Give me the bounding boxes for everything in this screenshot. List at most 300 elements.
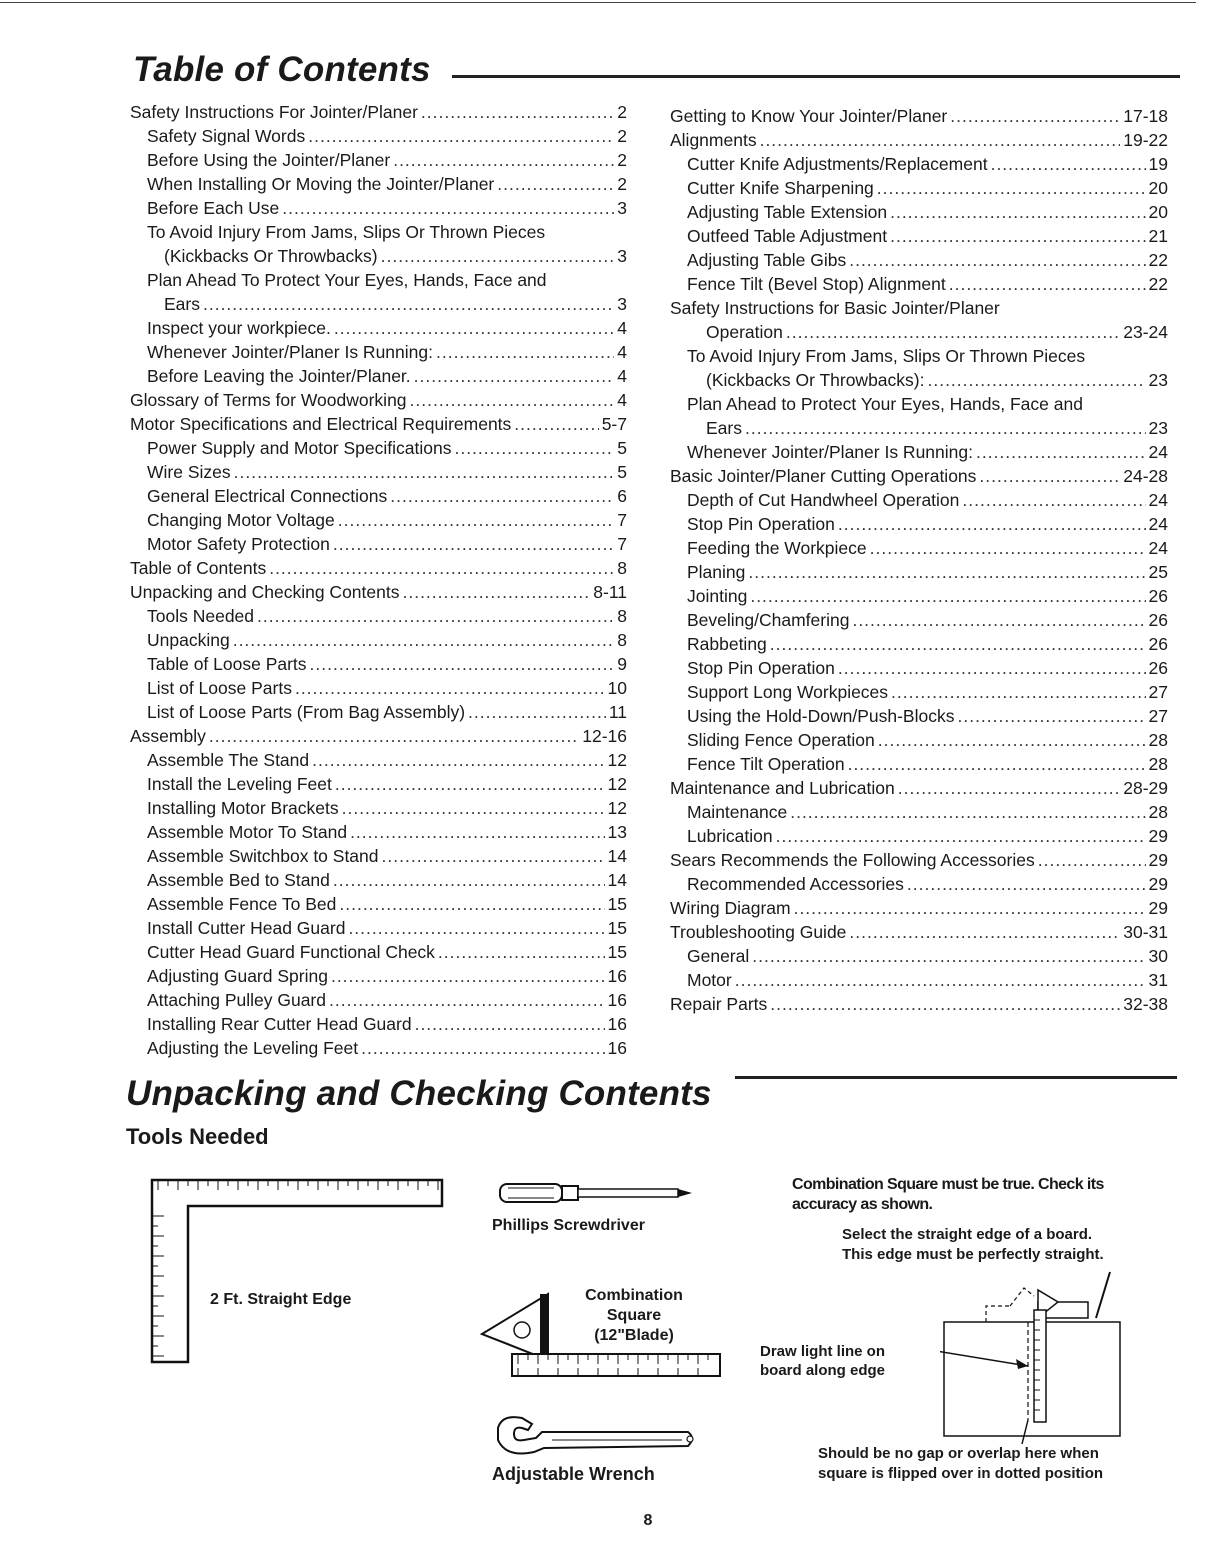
toc-entry-title: Changing Motor Voltage [147,510,335,530]
toc-dot-leader [382,844,605,868]
toc-dot-leader [329,988,605,1012]
toc-entry-page: 4 [617,342,627,362]
toc-entry [670,968,1168,992]
toc-entry-title: Beveling/Chamfering [687,610,850,630]
toc-dot-leader [339,892,604,916]
toc-entry-page: 16 [607,966,627,986]
square-check-diagram [940,1270,1140,1445]
toc-entry [670,104,1168,128]
toc-entry [130,196,627,220]
toc-entry-title: Inspect your workpiece. [147,318,331,338]
toc-entry-page: 8-11 [593,582,627,602]
toc-entry-page: 2 [617,126,627,146]
toc-entry [130,628,627,652]
toc-entry-title: Alignments [670,130,757,150]
toc-dot-leader [770,992,1120,1016]
toc-entry-page: 2 [617,174,627,194]
toc-dot-leader [438,940,605,964]
toc-dot-leader [745,416,1146,440]
toc-entry-title: Assembly [130,726,206,746]
toc-entry-page: 28-29 [1123,778,1168,798]
toc-entry [670,392,1168,416]
toc-entry [670,152,1168,176]
toc-entry-page: 24 [1148,442,1168,462]
toc-entry-page: 23 [1148,418,1168,438]
toc-dot-leader [794,896,1146,920]
toc-entry-title: Motor Safety Protection [147,534,330,554]
straight-edge-icon [148,1176,448,1368]
toc-entry-title: Adjusting Table Gibs [687,250,847,270]
combination-square-label-line-1: Combination [585,1287,683,1304]
toc-entry-page: 2 [617,150,627,170]
toc-dot-leader [776,824,1146,848]
toc-entry [130,964,627,988]
toc-entry-title: Recommended Accessories [687,874,904,894]
toc-entry-title: Sears Recommends the Following Accessories [670,850,1035,870]
toc-dot-leader [468,700,606,724]
toc-entry [130,388,627,412]
toc-entry-page: 23 [1148,370,1168,390]
toc-dot-leader [770,632,1146,656]
toc-entry-page: 24 [1148,490,1168,510]
toc-entry-title: Assemble Fence To Bed [147,894,337,914]
toc-entry-page: 3 [617,294,627,314]
toc-entry-title: Assemble Motor To Stand [147,822,348,842]
no-gap-text-line-2: square is flipped over in dotted position [818,1465,1104,1482]
toc-dot-leader [870,536,1146,560]
toc-entry-page: 24 [1148,538,1168,558]
toc-entry-page: 31 [1148,970,1168,990]
toc-entry [130,772,627,796]
toc-entry-title: Lubrication [687,826,773,846]
phillips-screwdriver-label: Phillips Screwdriver [492,1217,645,1234]
toc-entry [670,296,1168,320]
toc-entry [670,368,1168,392]
toc-dot-leader [976,440,1146,464]
combination-square-label-line-3: (12"Blade) [594,1327,674,1344]
toc-entry [130,892,627,916]
toc-entry [670,344,1168,368]
toc-entry [130,412,627,436]
toc-dot-leader [735,968,1146,992]
select-edge-text-line-1: Select the straight edge of a board. [842,1226,1093,1243]
toc-entry [670,584,1168,608]
toc-entry [670,200,1168,224]
toc-entry-page: 20 [1148,202,1168,222]
toc-entry-title: Whenever Jointer/Planer Is Running: [687,442,973,462]
toc-entry-title: General Electrical Connections [147,486,388,506]
toc-entry [670,272,1168,296]
toc-dot-leader [310,652,615,676]
toc-entry-page: 5 [617,438,627,458]
toc-entry-page: 11 [608,702,627,722]
toc-entry-page: 3 [617,246,627,266]
toc-dot-leader [295,676,605,700]
toc-entry [670,536,1168,560]
toc-dot-leader [209,724,579,748]
toc-entry-page: 30-31 [1123,922,1168,942]
toc-entry [670,416,1168,440]
toc-entry [130,700,627,724]
toc-entry-page: 13 [607,822,627,842]
toc-entry-page: 22 [1148,274,1168,294]
toc-entry-title: Fence Tilt (Bevel Stop) Alignment [687,274,946,294]
toc-entry [130,268,627,292]
toc-entry-page: 21 [1148,226,1168,246]
select-edge-text-line-2: This edge must be perfectly straight. [842,1246,1104,1263]
toc-dot-leader [878,728,1146,752]
toc-entry [670,872,1168,896]
toc-dot-leader [1038,848,1146,872]
toc-entry-page: 2 [617,102,627,122]
toc-entry [130,844,627,868]
toc-dot-leader [381,244,615,268]
toc-entry-title: Outfeed Table Adjustment [687,226,888,246]
toc-entry [130,436,627,460]
no-gap-text [818,1444,1103,1484]
toc-entry-title: Plan Ahead To Protect Your Eyes, Hands, Face and [147,270,547,290]
toc-dot-leader [790,800,1145,824]
toc-entry-title: Troubleshooting Guide [670,922,847,942]
toc-entry-title: Whenever Jointer/Planer Is Running: [147,342,433,362]
toc-dot-leader [234,460,615,484]
toc-entry-title: (Kickbacks Or Throwbacks) [164,246,378,266]
toc-entry-title: Assemble The Stand [147,750,310,770]
select-edge-text [842,1225,1104,1265]
toc-entry-title: General [687,946,750,966]
toc-entry [130,220,627,244]
toc-dot-leader [898,776,1120,800]
toc-entry [130,868,627,892]
toc-dot-leader [436,340,614,364]
toc-entry-page: 24-28 [1123,466,1168,486]
adjustable-wrench-label: Adjustable Wrench [492,1464,655,1484]
toc-entry-title: To Avoid Injury From Jams, Slips Or Thrown Pieces [147,222,546,242]
toc-entry [130,604,627,628]
toc-dot-leader [957,704,1145,728]
check-accuracy-title-line-2: accuracy as shown. [792,1196,933,1213]
toc-entry [670,608,1168,632]
toc-entry-title: Before Each Use [147,198,280,218]
toc-entry [670,992,1168,1016]
toc-entry-title: Fence Tilt Operation [687,754,845,774]
toc-entry-title: Install the Leveling Feet [147,774,332,794]
toc-entry [670,320,1168,344]
toc-entry-title: Support Long Workpieces [687,682,889,702]
straight-edge-label: 2 Ft. Straight Edge [210,1291,352,1308]
toc-dot-leader [410,388,615,412]
toc-dot-leader [338,508,614,532]
toc-entry-title: Cutter Knife Sharpening [687,178,874,198]
toc-entry-page: 28 [1148,730,1168,750]
toc-entry [130,556,627,580]
toc-entry-page: 7 [617,534,627,554]
toc-entry-page: 26 [1148,634,1168,654]
toc-dot-leader [927,368,1145,392]
page-number: 8 [643,1512,653,1529]
toc-entry [670,464,1168,488]
toc-entry-title: Plan Ahead to Protect Your Eyes, Hands, Face and [687,394,1083,414]
toc-entry-page: 19 [1148,154,1168,174]
toc-dot-leader [979,464,1120,488]
toc-entry [670,824,1168,848]
toc-dot-leader [414,364,615,388]
toc-entry-page: 22 [1148,250,1168,270]
toc-entry [130,340,627,364]
top-border-line [0,2,1196,3]
toc-dot-leader [342,796,605,820]
toc-entry [670,512,1168,536]
toc-entry-title: Using the Hold-Down/Push-Blocks [687,706,955,726]
toc-entry-page: 32-38 [1123,994,1168,1014]
toc-dot-leader [890,200,1145,224]
toc-entry-title: (Kickbacks Or Throwbacks): [706,370,925,390]
toc-dot-leader [891,680,1145,704]
toc-entry-page: 29 [1148,826,1168,846]
toc-entry-title: Unpacking and Checking Contents [130,582,400,602]
toc-entry-title: Operation [706,322,783,342]
toc-dot-leader [907,872,1146,896]
toc-entry-title: Cutter Head Guard Functional Check [147,942,435,962]
toc-entry-title: Assemble Bed to Stand [147,870,330,890]
toc-entry [670,488,1168,512]
toc-entry [670,440,1168,464]
toc-entry-page: 4 [617,318,627,338]
toc-entry-page: 28 [1148,754,1168,774]
toc-dot-leader [393,148,614,172]
toc-dot-leader [454,436,614,460]
toc-entry-title: Cutter Knife Adjustments/Replacement [687,154,988,174]
toc-entry [130,748,627,772]
toc-entry-page: 5 [617,462,627,482]
toc-entry-page: 23-24 [1123,322,1168,342]
toc-entry [130,508,627,532]
toc-entry-title: Glossary of Terms for Woodworking [130,390,407,410]
toc-dot-leader [402,580,590,604]
check-accuracy-title [792,1175,1104,1215]
toc-entry-title: Stop Pin Operation [687,658,835,678]
toc-dot-leader [962,488,1145,512]
toc-entry [130,460,627,484]
toc-dot-leader [852,608,1145,632]
toc-dot-leader [233,628,615,652]
toc-dot-leader [421,100,614,124]
toc-heading: Table of Contents [133,50,431,89]
toc-entry-title: Attaching Pulley Guard [147,990,326,1010]
toc-entry-title: Maintenance and Lubrication [670,778,895,798]
toc-dot-leader [348,916,604,940]
toc-dot-leader [760,128,1121,152]
toc-entry [130,652,627,676]
toc-entry-title: Getting to Know Your Jointer/Planer [670,106,948,126]
toc-dot-leader [333,868,605,892]
toc-entry-page: 8 [617,630,627,650]
toc-entry-page: 15 [607,942,627,962]
toc-dot-leader [838,656,1146,680]
toc-entry-title: Motor [687,970,732,990]
toc-entry-title: Tools Needed [147,606,255,626]
toc-entry [130,820,627,844]
toc-dot-leader [333,532,614,556]
toc-entry-title: Adjusting the Leveling Feet [147,1038,359,1058]
toc-entry-page: 9 [617,654,627,674]
toc-entry-title: Assemble Switchbox to Stand [147,846,379,866]
toc-entry-page: 27 [1148,706,1168,726]
toc-entry-page: 4 [617,390,627,410]
phillips-screwdriver-icon [496,1178,696,1208]
toc-entry [670,944,1168,968]
toc-dot-leader [390,484,614,508]
toc-dot-leader [838,512,1146,536]
toc-entry-title: List of Loose Parts [147,678,292,698]
toc-entry-page: 12 [607,798,627,818]
toc-entry-page: 17-18 [1123,106,1168,126]
toc-dot-leader [950,104,1120,128]
toc-entry-page: 12 [607,750,627,770]
toc-entry-title: Maintenance [687,802,788,822]
toc-entry-title: To Avoid Injury From Jams, Slips Or Thrown Pieces [687,346,1086,366]
toc-dot-leader [848,752,1146,776]
toc-entry-title: Planing [687,562,746,582]
toc-entry [130,316,627,340]
combination-square-label [570,1286,698,1346]
toc-entry [130,580,627,604]
toc-entry-page: 5-7 [601,414,627,434]
toc-entry-page: 16 [607,1038,627,1058]
toc-dot-leader [750,584,1145,608]
toc-entry [130,172,627,196]
toc-dot-leader [991,152,1146,176]
toc-entry-page: 14 [607,870,627,890]
toc-entry [670,752,1168,776]
toc-entry-page: 16 [607,1014,627,1034]
toc-left-column [130,100,627,1060]
toc-entry-title: Before Using the Jointer/Planer [147,150,391,170]
toc-entry-page: 29 [1148,850,1168,870]
toc-entry [130,940,627,964]
toc-entry-page: 19-22 [1123,130,1168,150]
toc-dot-leader [497,172,614,196]
unpacking-heading: Unpacking and Checking Contents [126,1074,712,1113]
toc-entry-title: Before Leaving the Jointer/Planer. [147,366,411,386]
toc-entry-title: Adjusting Table Extension [687,202,888,222]
toc-entry-title: Wiring Diagram [670,898,791,918]
toc-entry [670,224,1168,248]
toc-entry-page: 29 [1148,874,1168,894]
toc-entry [670,848,1168,872]
toc-entry-title: Feeding the Workpiece [687,538,867,558]
toc-entry [130,796,627,820]
toc-dot-leader [748,560,1145,584]
toc-entry-title: Safety Instructions For Jointer/Planer [130,102,418,122]
toc-dot-leader [350,820,604,844]
toc-entry-page: 4 [617,366,627,386]
toc-entry [130,100,627,124]
toc-entry-title: Basic Jointer/Planer Cutting Operations [670,466,977,486]
toc-entry-title: Installing Rear Cutter Head Guard [147,1014,412,1034]
toc-entry-page: 8 [617,558,627,578]
toc-dot-leader [849,248,1145,272]
toc-entry [670,680,1168,704]
toc-dot-leader [949,272,1146,296]
toc-entry-page: 24 [1148,514,1168,534]
toc-entry-page: 29 [1148,898,1168,918]
toc-entry [130,724,627,748]
toc-entry [670,728,1168,752]
toc-entry-title: Table of Loose Parts [147,654,307,674]
toc-dot-leader [361,1036,604,1060]
tools-needed-subheading: Tools Needed [126,1124,269,1149]
toc-entry [670,632,1168,656]
toc-entry [130,124,627,148]
toc-entry [130,988,627,1012]
toc-entry-page: 12-16 [582,726,627,746]
toc-dot-leader [752,944,1145,968]
toc-dot-leader [203,292,614,316]
toc-entry [670,176,1168,200]
toc-entry-title: Repair Parts [670,994,768,1014]
toc-entry [130,244,627,268]
toc-entry-title: Ears [164,294,200,314]
toc-entry [130,1036,627,1060]
toc-dot-leader [335,772,605,796]
toc-entry [670,248,1168,272]
combination-square-label-line-2: Square [606,1307,662,1324]
toc-dot-leader [312,748,604,772]
toc-entry-page: 8 [617,606,627,626]
toc-dot-leader [877,176,1146,200]
toc-entry-title: Sliding Fence Operation [687,730,875,750]
toc-entry-title: Adjusting Guard Spring [147,966,328,986]
toc-entry [130,532,627,556]
toc-dot-leader [334,316,614,340]
toc-entry-title: Stop Pin Operation [687,514,835,534]
toc-entry-title: Table of Contents [130,558,267,578]
toc-entry-title: Motor Specifications and Electrical Requirements [130,414,512,434]
toc-entry-title: Depth of Cut Handwheel Operation [687,490,960,510]
toc-dot-leader [786,320,1120,344]
check-accuracy-title-line-1: Combination Square must be true. Check its [792,1176,1104,1193]
toc-entry-page: 10 [607,678,627,698]
toc-entry-title: Install Cutter Head Guard [147,918,346,938]
toc-dot-leader [282,196,614,220]
toc-entry-page: 26 [1148,658,1168,678]
adjustable-wrench-icon [492,1410,700,1460]
toc-entry-page: 28 [1148,802,1168,822]
toc-entry [670,896,1168,920]
toc-dot-leader [890,224,1145,248]
toc-entry-title: Safety Instructions for Basic Jointer/Planer [670,298,1000,318]
toc-dot-leader [849,920,1120,944]
toc-entry [130,676,627,700]
unpacking-heading-rule [735,1076,1177,1079]
draw-line-text-line-1: Draw light line on [760,1343,886,1360]
toc-entry [130,916,627,940]
toc-entry [670,656,1168,680]
toc-entry [130,484,627,508]
toc-entry-title: Installing Motor Brackets [147,798,339,818]
toc-entry-title: When Installing Or Moving the Jointer/Planer [147,174,495,194]
toc-entry-title: List of Loose Parts (From Bag Assembly) [147,702,466,722]
toc-entry [130,292,627,316]
toc-dot-leader [514,412,598,436]
toc-dot-leader [269,556,614,580]
toc-entry [670,776,1168,800]
toc-heading-rule [452,75,1180,78]
toc-entry [130,364,627,388]
toc-entry [670,920,1168,944]
toc-entry [670,800,1168,824]
